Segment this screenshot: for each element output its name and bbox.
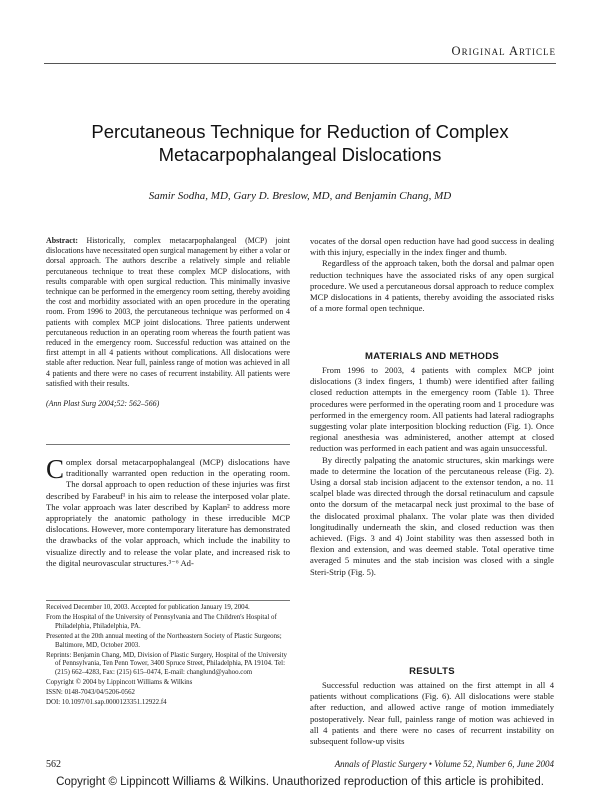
abstract — [46, 236, 290, 409]
footnote-divider — [46, 600, 290, 601]
abstract-text: Historically, complex metacarpophalangeal (MCP) joint dislocations have necessitated open surgical management by either a volar or dorsal approach. The authors describe a relatively simple and reliable percutaneous technique to treat these complex MCP dislocations, with results comparable with open surgical reduction. This minimally invasive technique can be performed in the emergency room setting, thereby avoiding the cost and morbidity associated with an open procedure in the operating room. From 1996 to 2003, the percutaneous technique was performed on 4 patients with complex MCP joint dislocations. Three patients underwent percutaneous reduction in an operating room whereas the fourth patient was reduced in the emergency room. Successful reduction was attained on the first attempt in all 4 patients without complications. All dislocations were stable after reduction. Near full, painless range of motion was achieved in all 4 patients and there were no cases of recurrent instability. All patients were satisfied with their results. — [46, 236, 290, 388]
header-rule — [44, 63, 556, 64]
section-label: Original Article — [451, 44, 556, 58]
intro-text: omplex dorsal metacarpophalangeal (MCP) dislocations have traditionally warranted open reduction in the operating room. The dorsal approach to open reduction of these injuries was first described by Farabeuf¹ in his aim to release the interposed volar plate. The volar approach was later described by Kaplan² to address more appropriately the anatomic pathology in these irreducible MCP dislocations. However, more contemporary literature has demonstrated the drawbacks of the volar approach, which include the inability to visualize directly and to release the volar plate, and increased risk to the digital neurovascular structures.³⁻⁶ Ad- — [46, 457, 290, 568]
footer-separator: • — [426, 759, 435, 769]
footnote-presented: Presented at the 20th annual meeting of the Northeastern Society of Plastic Surgeons; Baltimore, MD, October 2003. — [46, 632, 282, 649]
results-heading: RESULTS — [409, 666, 455, 677]
right-column-intro — [310, 236, 554, 314]
drop-cap: C — [46, 454, 65, 484]
footnote-doi: DOI: 10.1097/01.sap.0000123351.12922.f4 — [46, 699, 167, 707]
running-footer — [335, 759, 554, 769]
abstract-divider — [46, 444, 290, 445]
copyright-notice: Copyright © Lippincott Williams & Wilkins. Unauthorized reproduction of this article is prohibited. — [56, 776, 544, 788]
results-section — [310, 680, 554, 747]
authors: Samir Sodha, MD, Gary D. Breslow, MD, and Benjamin Chang, MD — [148, 190, 452, 202]
volume-info: Volume 52, Number 6, June 2004 — [434, 759, 554, 769]
footnotes — [46, 604, 290, 709]
methods-section — [310, 365, 554, 578]
paragraph: From 1996 to 2003, 4 patients with complex MCP joint dislocations (3 index fingers, 1 thumb) were identified after failing closed reduction attempts in the emergency room (Table 1). Three procedures were performed in the operating room and 1 procedure was performed in the emergency room. All patients had lateral radiographs suggesting volar plate interposition blocking reduction (Fig. 1). Once regional anesthesia was administered, another attempt at closed reduction was performed in each patient and was again unsuccessful. — [310, 365, 554, 454]
abstract-label: Abstract: — [46, 236, 78, 245]
paragraph: By directly palpating the anatomic structures, skin markings were made to determine the location of the percutaneous release (Fig. 2). Using a dorsal stab incision adjacent to the extensor tendon, a no. 11 scalpel blade was directed through the dorsal retinaculum and capsule onto the dorsum of the metacarpal neck just proximal to the base of the dislocated proximal phalanx. The volar plate was then divided longitudinally underneath the skin, and closed reduction was then achieved. (Figs. 3 and 4) Joint stability was then assessed both in flexion and extension, and was deemed stable. Total operative time averaged 5 minutes and the stab incision was closed with a single Steri-Strip (Fig. 5). — [310, 454, 554, 577]
journal-name: Annals of Plastic Surgery — [334, 759, 427, 769]
introduction — [46, 454, 290, 569]
methods-heading: MATERIALS AND METHODS — [364, 351, 500, 362]
footnote-issn: ISSN: 0148-7043/04/5206-0562 — [46, 689, 136, 697]
citation: (Ann Plast Surg 2004;52: 562–566) — [46, 399, 160, 409]
paragraph: Successful reduction was attained on the first attempt in all 4 patients without complications (Fig. 6). All dislocations were stable after reduction, and allowed active range of motion immediately postoperatively. Near full, painless range of motion was achieved in all 4 patients and there were no cases of recurrent instability on subsequent follow-up visits — [310, 680, 554, 747]
paragraph: vocates of the dorsal open reduction have had good success in dealing with this injury, especially in the index finger and thumb. — [310, 236, 554, 258]
footnote-received: Received December 10, 2003. Accepted for publication January 19, 2004. — [46, 604, 250, 611]
title-line-2: Metacarpophalangeal Dislocations — [158, 144, 442, 165]
article-title — [60, 120, 540, 166]
footnote-reprints: Reprints: Benjamin Chang, MD, Division of Plastic Surgery, Hospital of the University of Pennsylvania, Ten Penn Tower, 3400 Spruce Street, Philadelphia, PA 19104. Tel: (215) 662–4283, Fax: (215) 615–0474, E-mail: changlund@yahoo.com — [46, 651, 287, 677]
paragraph: Regardless of the approach taken, both the dorsal and palmar open reduction techniques have the associated risks of any open surgical procedure. We used a percutaneous dorsal approach to reduce complex MCP dislocations in 4 patients, thereby avoiding the associated risks of a more formal open technique. — [310, 258, 554, 314]
footnote-copyright: Copyright © 2004 by Lippincott Williams & Wilkins — [46, 679, 193, 687]
footnote-affiliation: From the Hospital of the University of Pennsylvania and The Children's Hospital of Philadelphia, Philadelphia, PA. — [46, 613, 277, 630]
title-line-1: Percutaneous Technique for Reduction of Complex — [91, 121, 509, 142]
page-number: 562 — [46, 759, 61, 770]
